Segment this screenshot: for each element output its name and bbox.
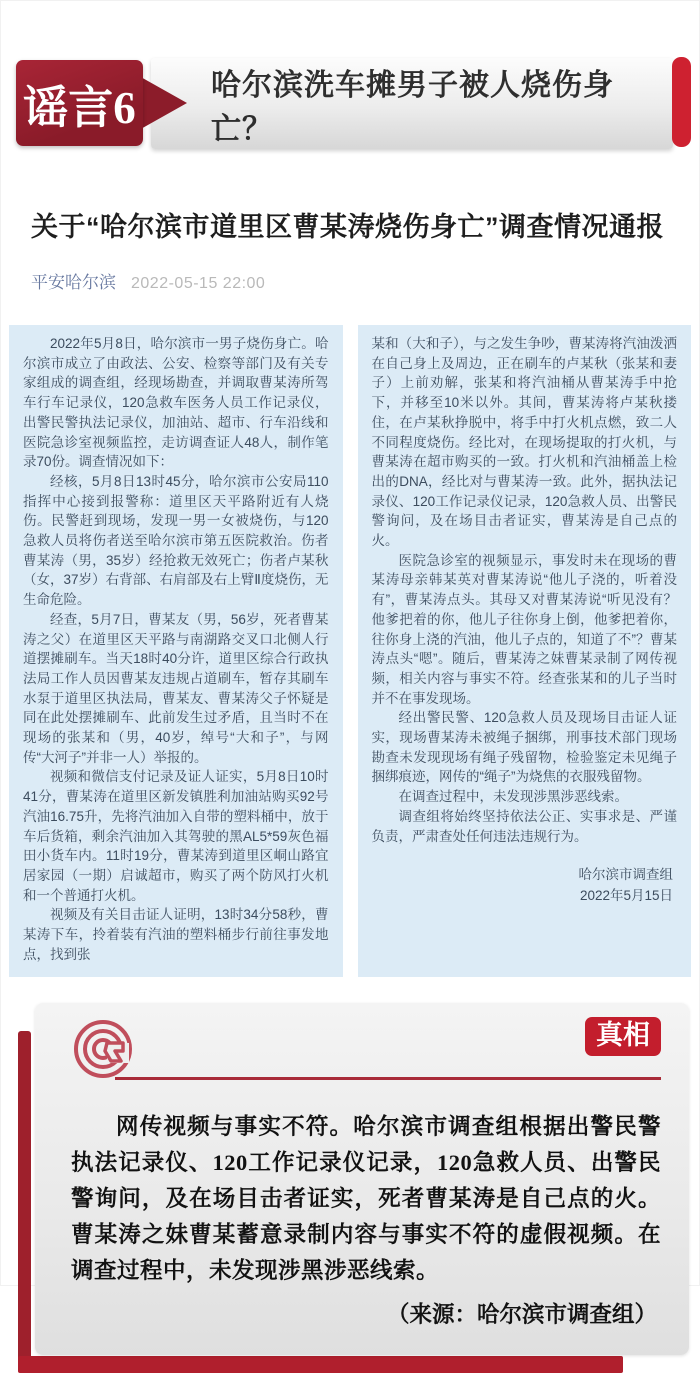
- notice-paragraph: 经查，5月7日，曹某友（男，56岁，死者曹某涛之父）在道里区天平路与南湖路交叉口北侧人行道摆摊刷车。当天18时40分许，道里区综合行政执法局工作人员因曹某友违规占道刷车，暂存其刷车水泵于道里区执法局，曹某友、曹某涛父子怀疑是同在此处摆摊刷车、此前发生过矛盾，且当时不在现场的张某和（男，40岁，绰号“大和子”，与网传“大河子”并非一人）举报的。: [23, 611, 329, 765]
- truth-frame-left-bar: [18, 1031, 31, 1367]
- truth-card: [35, 1003, 689, 1355]
- notice-paragraph: 经出警民警、120急救人员及现场目击证人证实，现场曹某涛未被绳子捆绑，刑事技术部门现场勘查未发现现场有绳子残留物，检验鉴定未见绳子捆绑痕迹，网传的“绳子”为烧焦的衣服残留物。: [371, 710, 677, 785]
- byline: [31, 268, 669, 293]
- rumor-tag-label: 谣言6: [23, 82, 136, 133]
- article-header: [31, 207, 669, 293]
- truth-section: [1, 1003, 699, 1375]
- publish-timestamp: 2022-05-15 22:00: [131, 275, 266, 292]
- truth-badge: 真相: [585, 1017, 661, 1056]
- notice-paragraph: 某和（大和子），与之发生争吵，曹某涛将汽油泼洒在自己身上及周边，正在刷车的卢某秋（张某和妻子）上前劝解，张某和将汽油桶从曹某涛手中抢下，并移至10米以外。其间，曹某涛将卢某秋搂住，在卢某秋挣脱中，将手中打火机点燃，致二人不同程度烧伤。经比对，在现场提取的打火机，与曹某涛在超市购买的一致。打火机和汽油桶盖上检出的DNA，经比对与曹某涛一致。此外，据执法记录仪、120工作记录仪记录，120急救人员、出警民警询问，及在场目击者证实，曹某涛是自己点的火。: [371, 336, 677, 549]
- truth-attribution: （来源：哈尔滨市调查组）: [386, 1301, 657, 1327]
- truth-card-header: [69, 1013, 667, 1093]
- notice-paragraph: 2022年5月8日，哈尔滨市一男子烧伤身亡。哈尔滨市成立了由政法、公安、检察等部门及有关专家组成的调查组，经现场勘查，并调取曹某涛所驾车行车记录仪，120急救车医务人员工作记录仪，出警民警执法记录仪，加油站、超市、行车沿线和医院急诊室视频监控，走访调查证人48人，制作笔录70份。调查情况如下：: [23, 336, 329, 470]
- truth-statement: 网传视频与事实不符。哈尔滨市调查组根据出警民警执法记录仪、120工作记录仪记录，120急救人员、出警民警询问，及在场目击者证实，死者曹某涛是自己点的火。曹某涛之妹曹某蓄意录制内容与事实不符的虚假视频。在调查过程中，未发现涉黑涉恶线索。: [71, 1113, 661, 1283]
- rumor-banner: [1, 56, 699, 151]
- notice-right-paragraphs: [372, 334, 678, 846]
- source-account-link[interactable]: 平安哈尔滨: [31, 273, 116, 292]
- notice-paragraph: 视频及有关目击证人证明，13时34分58秒，曹某涛下车，拎着装有汽油的塑料桶步行前往事发地点，找到张: [23, 907, 329, 962]
- official-notice: [9, 325, 691, 977]
- notice-paragraph: 医院急诊室的视频显示，事发时未在现场的曹某涛母亲韩某英对曹某涛说“他儿子浇的，听着没有”，曹某涛点头。其母又对曹某涛说“听见没有？他爹把着的你，他儿子往你身上倒，他爹把着你，往你身上浇的汽油，他儿子点的，知道了不”？曹某涛点头“嗯”。随后，曹某涛之妹曹某录制了网传视频，相关内容与事实不符。经查张某和的儿子当时并不在事发现场。: [371, 552, 677, 706]
- banner-accent-bar: [672, 57, 691, 147]
- rumor-banner-plate: [151, 58, 673, 149]
- truth-frame-bottom-bar: [18, 1356, 623, 1373]
- notice-paragraph: 调查组将始终坚持依法公正、实事求是、严谨负责，严肃查处任何违法违规行为。: [371, 808, 677, 844]
- truth-divider-line: [115, 1077, 661, 1080]
- concentric-circles-anti-rumor-logo-icon: [71, 1017, 139, 1085]
- notice-paragraph: 在调查过程中，未发现涉黑涉恶线索。: [398, 789, 628, 805]
- notice-paragraph: 经核，5月8日13时45分，哈尔滨市公安局110指挥中心接到报警称：道里区天平路附近有人烧伤。民警赶到现场，发现一男一女被烧伤，与120急救人员将伤者送至哈尔滨市第五医院救治。伤者曹某涛（男，35岁）经抢救无效死亡；伤者卢某秋（女，37岁）右背部、右肩部及右上臂Ⅱ度烧伤，无生命危险。: [23, 473, 329, 608]
- rumor-number-tag: [16, 60, 143, 146]
- notice-left-column: [9, 325, 343, 977]
- page-title: 关于“哈尔滨市道里区曹某涛烧伤身亡”调查情况通报: [31, 212, 664, 242]
- notice-signature: [372, 864, 678, 906]
- notice-paragraph: 视频和微信支付记录及证人证实，5月8日10时41分，曹某涛在道里区新发镇胜利加油站购买92号汽油16.75升，先将汽油加入自带的塑料桶中，放于车后货箱，剩余汽油加入其驾驶的黑AL5*59灰色福田小货车内。11时19分，曹某涛到道里区峒山路宜居家园（一期）启诚超市，购买了两个防风打火机和一个普通打火机。: [23, 769, 329, 903]
- signature-date: 2022年5月15日: [579, 888, 673, 904]
- notice-right-column: [358, 325, 692, 977]
- signature-org: 哈尔滨市调查组: [578, 867, 673, 883]
- rumor-question-title: 哈尔滨洗车摊男子被人烧伤身亡？: [211, 68, 614, 146]
